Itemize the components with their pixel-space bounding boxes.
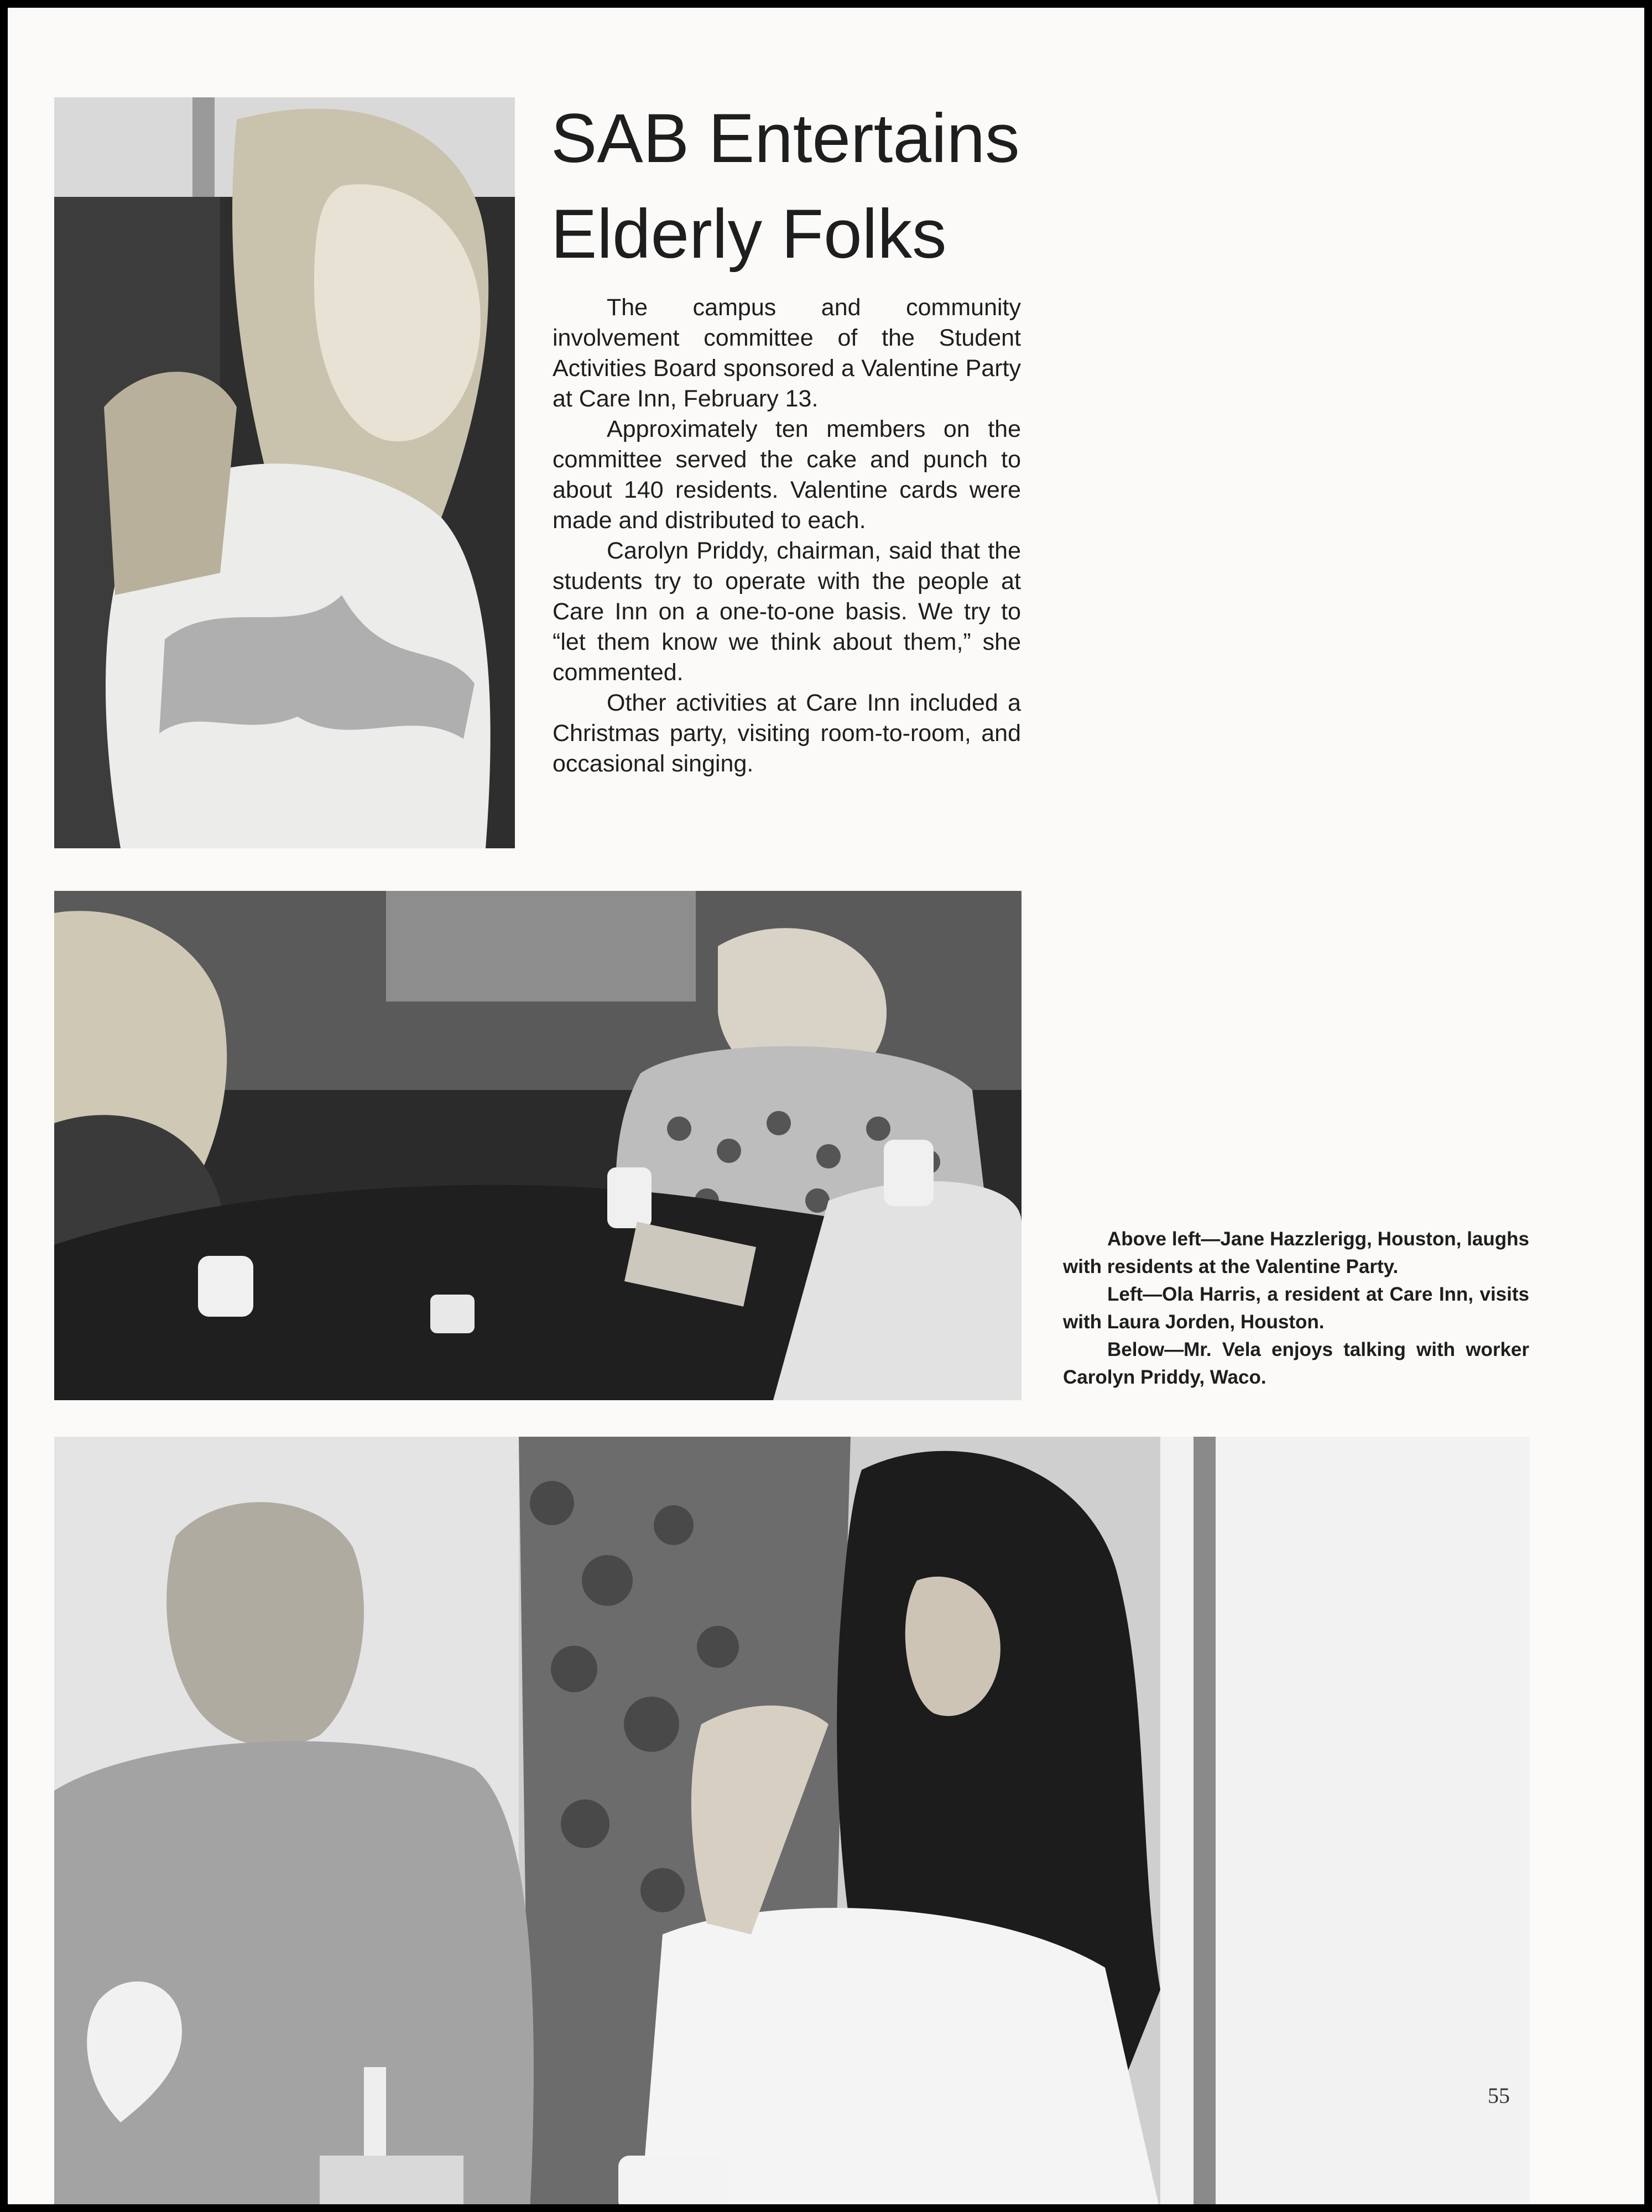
caption-below: Below—Mr. Vela enjoys talking with worker Carolyn Priddy, Waco. <box>1063 1339 1529 1388</box>
caption-left: Left—Ola Harris, a resident at Care Inn, visits with Laura Jorden, Houston. <box>1063 1284 1529 1333</box>
photo-student-laughing-image <box>54 97 515 848</box>
article-headline <box>551 91 1159 282</box>
article-body <box>553 293 1021 779</box>
headline-line-2: Elderly Folks <box>551 196 947 273</box>
article-paragraph: The campus and community involvement committee of the Student Activities Board sponsored a Valentine Party at Care Inn, February 13. <box>553 294 1021 412</box>
headline-line-1: SAB Entertains <box>551 100 1020 177</box>
photo-resident-with-worker <box>54 1437 1530 2204</box>
photo-captions <box>1063 1225 1529 1391</box>
photo-student-with-resident <box>54 891 1022 1400</box>
photo-student-laughing <box>54 97 515 848</box>
article-paragraph: Carolyn Priddy, chairman, said that the students try to operate with the people at Care Inn on a one-to-one basis. We try to “let them know we think about them,” she commented. <box>553 538 1021 686</box>
article-paragraph: Approximately ten members on the committee served the cake and punch to about 140 residents. Valentine cards were made and distributed to each. <box>553 416 1021 534</box>
photo-student-with-resident-image <box>54 891 1022 1400</box>
photo-resident-with-worker-image <box>54 1437 1530 2204</box>
page-number: 55 <box>1488 2083 1510 2108</box>
yearbook-page <box>8 8 1644 2204</box>
article-paragraph: Other activities at Care Inn included a Christmas party, visiting room-to-room, and occasional singing. <box>553 690 1021 777</box>
caption-above-left: Above left—Jane Hazzlerigg, Houston, laughs with residents at the Valentine Party. <box>1063 1228 1529 1277</box>
